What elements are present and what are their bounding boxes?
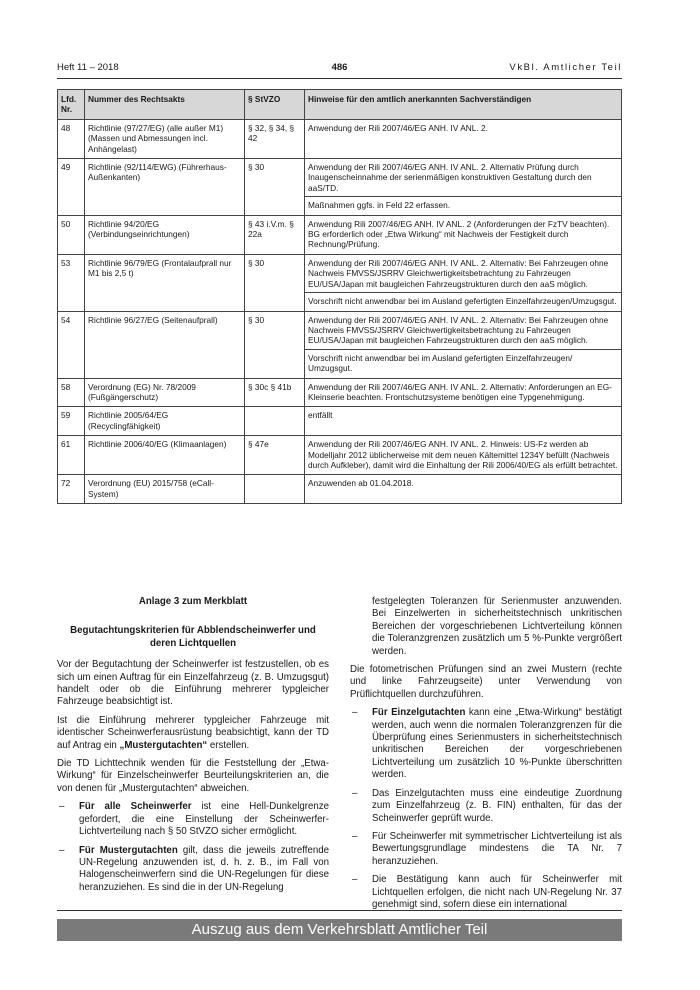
note-text: Anwendung der Rili 2007/46/EG ANH. IV ANL. 2. Alternativ: Anforderungen an EG-Kleinserie beachten. Frontschutzsysteme benötigen eine Typgenehmigung. [308,381,612,402]
legal-acts-table [57,89,622,504]
note-addendum: Vorschrift nicht anwendbar bei im Ausland gefertigten Einzelfahrzeugen/Umzugsgut. [305,292,621,306]
table-header-row [58,90,622,120]
dash-marker: – [352,707,358,719]
col-header-act: Nummer des Rechtsakts [85,90,245,120]
list-item: – Die Bestätigung kann auch für Scheinwerfer mit Lichtquellen erfolgen, die nicht nach UN-Regelung Nr. 37 genehmigt sind, sofern diese ein international [352,874,622,910]
text-column-left [57,596,329,900]
list-item [57,845,329,895]
emphasis: Für alle Scheinwerfer [79,801,192,813]
row-number: 50 [58,215,85,254]
page-number: 486 [331,62,348,73]
text-column-right [350,596,622,917]
continued-text: gilt, dass die jeweils zutreffende UN-Regelung anzuwenden ist, d. h. z. B., im Fall von Halogenscheinwerfern sind die UN-Regelungen für diese heranzuziehen. Es sind die in der UN-Regelung [79,844,329,893]
table-row [58,215,622,254]
legal-act: Verordnung (EG) Nr. 78/2009 (Fußgängerschutz) [85,378,245,407]
note-text: Anwendung der Rili 2007/46/EG ANH. IV ANL. 2. Alternativ Prüfung durch Inaugenscheinnahme der serienmäßigen konstruktiven Gestaltung durch den aaS/TD. [308,162,592,193]
table-row [58,119,622,158]
emphasis: „Mustergutachten“ [119,739,208,751]
paragraph: Vor der Begutachtung der Scheinwerfer ist festzustellen, ob es sich um einen Auftrag für ein Einzelfahrzeug (z. B. Umzugsgut) handelt oder ob die Einführung mehrerer typgleicher Fahrzeuge beabsichtigt ist. [57,659,329,708]
table-row [58,378,622,407]
note-text: Anwendung der Rili 2007/46/EG ANH. IV ANL. 2. Alternativ: Bei Fahrzeugen ohne Nachweis FMVSS/JSRRV Gleichwertigkeitsbetrachtung zu Fahrzeugen EU/USA/Japan mit baugleichen Fahrzeugstrukturen durch den aaS möglich. [308,314,609,346]
table-row [58,159,622,216]
list-item: – Für alle Scheinwerfer ist eine Hell-Dunkelgrenze gefordert, die eine Einstellung der Scheinwerfer-Lichtverteilung nach § 50 StVZO sicher ermöglicht. [59,801,329,838]
paragraph: Die fotometrischen Prüfungen sind an zwei Mustern (rechte und linke Fahrzeugseite) unter Verwendung von Prüflichtquellen durchzuführen. [350,664,622,700]
stvzo-ref: § 30 [245,311,305,378]
stvzo-ref: § 43 i.V.m. § 22a [245,215,305,254]
legal-act: Richtlinie (92/114/EWG) (Führerhaus- Außenkanten) [85,159,245,216]
stvzo-ref: § 30 [245,159,305,216]
expert-note [305,378,622,407]
legal-act: Verordnung (EU) 2015/758 (eCall-System) [85,475,245,504]
page-footer: Auszug aus dem Verkehrsblatt Amtlicher Teil [57,919,622,941]
note-text: entfällt [308,410,333,421]
note-text: Anzuwenden ab 01.04.2018. [308,478,414,489]
note-addendum: Vorschrift nicht anwendbar bei im Ausland gefertigten Einzelfahrzeugen/ Umzugsgut. [305,349,621,374]
col-header-stvzo: § StVZO [245,90,305,120]
row-number: 54 [58,311,85,378]
legal-act: Richtlinie (97/27/EG) (alle außer M1) (Massen und Abmessungen incl. Anhängelast) [85,119,245,158]
stvzo-ref [245,475,305,504]
legal-act: Richtlinie 2005/64/EG (Recyclingfähigkeit) [85,407,245,436]
table-row [58,254,622,311]
dash-marker: – [59,801,65,813]
note-text: Anwendung der Rili 2007/46/EG ANH. IV ANL. 2. Alternativ: Bei Fahrzeugen ohne Nachweis FMVSS/JSRRV Gleichwertigkeitsbetrachtung zu Fahrzeugen EU/USA/Japan mit baugleichen Fahrzeugstrukturen durch den aaS möglich. [308,257,609,289]
note-text: Anwendung Rili 2007/46/EG ANH. IV ANL. 2 (Anforderungen der FzTV beachten). BG erforderlich oder „Etwa Wirkung“ mit Nachweis der Festigkeit durch Rechnung/Prüfung. [308,218,610,250]
stvzo-ref: § 30 [245,254,305,311]
legal-act: Richtlinie 96/79/EG (Frontalaufprall nur M1 bis 2,5 t) [85,254,245,311]
page-header [57,62,622,76]
expert-note [305,311,622,378]
legal-act: Richtlinie 94/20/EG (Verbindungseinrichtungen) [85,215,245,254]
note-addendum: Maßnahmen ggfs. in Feld 22 erfassen. [305,196,621,210]
list-item: – Für Einzelgutachten kann eine „Etwa-Wirkung“ bestätigt werden, auch wenn die normalen Toleranzgrenzen für die Überprüfung eines Serienmusters in sicherheitstechnisch unkritischen Bereichen der vorgeschriebenen Lichtverteilung um zusätzlich 10 %-Punkte überschritten werden. [352,707,622,781]
annex-title: Anlage 3 zum Merkblatt [138,596,248,607]
dash-marker: – [352,787,358,799]
journal-name: VkBl. Amtlicher Teil [509,62,622,73]
table-row [58,311,622,378]
stvzo-ref: § 47e [245,436,305,475]
footer-rule [57,910,622,911]
note-text: Anwendung der Rili 2007/46/EG ANH. IV ANL. 2. [308,122,488,133]
expert-note [305,407,622,436]
row-number: 59 [58,407,85,436]
table-row [58,407,622,436]
row-number: 49 [58,159,85,216]
dash-marker: – [352,874,358,886]
list-item: – Für Scheinwerfer mit symmetrischer Lichtverteilung ist als Bewertungsgrundlage mindestens die TA Nr. 7 heranzuziehen. [352,830,622,867]
emphasis: Für Einzelgutachten [372,707,466,719]
stvzo-ref: § 32, § 34, § 42 [245,119,305,158]
paragraph: Ist die Einführung mehrerer typgleicher Fahrzeuge mit identischer Scheinwerferausrüstung beabsichtigt, kann der TD auf Antrag ein „Mustergutachten“ erstellen. [57,714,329,751]
note-text: Anwendung der Rili 2007/46/EG ANH. IV ANL. 2. Hinweis: US-Fz werden ab Modelljahr 2012 üblicherweise mit dem neuen Kältemittel 1234Y befüllt (Nachweis durch Aufkleber), damit wird die Einhaltung der Rili 2006/40/EG als erfüllt betrachtet. [308,439,618,470]
table-row [58,436,622,475]
row-number: 48 [58,119,85,158]
expert-note [305,159,622,216]
stvzo-ref [245,407,305,436]
header-rule [57,78,622,79]
expert-note [305,475,622,504]
issue-number: Heft 11 – 2018 [57,62,119,73]
legal-act: Richtlinie 96/27/EG (Seitenaufprall) [85,311,245,378]
annex-subtitle: Begutachtungskriterien für Abblendscheinwerfer und deren Lichtquellen [70,625,316,649]
col-header-nr: Lfd. Nr. [58,90,85,120]
expert-note [305,436,622,475]
dash-marker: – [352,830,358,842]
legal-act: Richtlinie 2006/40/EG (Klimaanlagen) [85,436,245,475]
list-item-continuation: festgelegten Toleranzen für Serienmuster anzuwenden. Bei Einzelwerten in sicherheitstechnisch unkritischen Bereichen der vorgeschriebenen Lichtverteilung können die Toleranzgrenzen zusätzlich um 5 %-Punkte vergrößert werden. [372,596,622,657]
row-number: 58 [58,378,85,407]
dash-marker: – [59,844,65,856]
stvzo-ref: § 30c § 41b [245,378,305,407]
col-header-notes: Hinweise für den amtlich anerkannten Sachverständigen [305,90,622,120]
row-number: 53 [58,254,85,311]
row-number: 72 [58,475,85,504]
table-row [58,475,622,504]
row-number: 61 [58,436,85,475]
paragraph: Die TD Lichttechnik wenden für die Feststellung der „Etwa-Wirkung“ für Einzelscheinwerfer Beurteilungskriterien an, die von denen für „Mustergutachten“ abweichen. [57,758,329,794]
list-item: – Das Einzelgutachten muss eine eindeutige Zuordnung zum Einzelfahrzeug (z. B. FIN) enthalten, für das der Scheinwerfer geprüft wurde. [352,787,622,824]
emphasis: Für Mustergutachten [79,844,178,856]
expert-note [305,119,622,158]
expert-note [305,254,622,311]
expert-note [305,215,622,254]
